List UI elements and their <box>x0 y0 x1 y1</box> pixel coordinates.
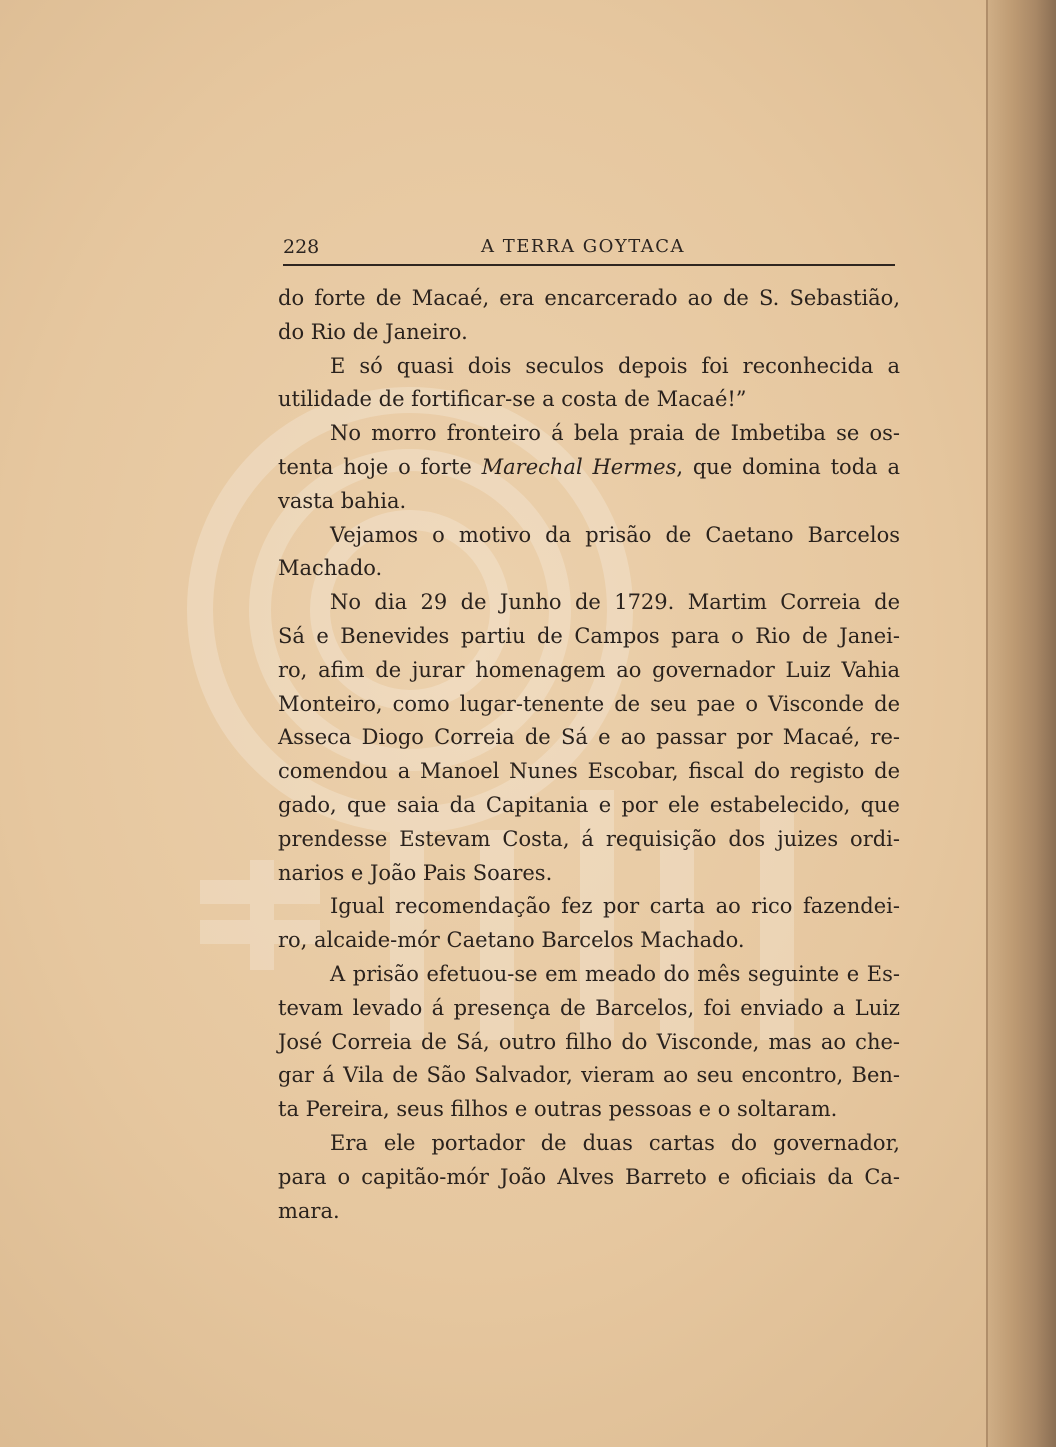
body-text <box>278 282 900 1228</box>
paragraph <box>278 890 900 958</box>
paragraph <box>278 519 900 587</box>
page-number: 228 <box>283 236 320 258</box>
text-line: ro, alcaide-mór Caetano Barcelos Machado. <box>278 928 745 953</box>
text-line: José Correia de Sá, outro filho do Visconde, mas ao che- <box>278 1029 900 1054</box>
text-line: Vejamos o motivo da prisão de Caetano Barcelos <box>330 522 900 547</box>
book-spine <box>986 0 1056 1447</box>
text-line: prendesse Estevam Costa, á requisição dos juizes ordi- <box>278 826 900 851</box>
text-line: do Rio de Janeiro. <box>278 319 468 344</box>
paragraph <box>278 282 900 350</box>
paragraph <box>278 1127 900 1228</box>
text-line: Monteiro, como lugar-tenente de seu pae o Visconde de <box>278 691 900 716</box>
text-line: narios e João Pais Soares. <box>278 860 553 885</box>
running-header <box>283 236 895 266</box>
text-line: utilidade de fortificar-se a costa de Macaé!” <box>278 387 747 412</box>
text-line: E só quasi dois seculos depois foi reconhecida a <box>330 353 900 378</box>
text-line: comendou a Manoel Nunes Escobar, fiscal do registo de <box>278 759 900 784</box>
text-line: A prisão efetuou-se em meado do mês seguinte e Es- <box>330 961 900 986</box>
text-line: Machado. <box>278 556 383 581</box>
text-line: ro, afim de jurar homenagem ao governador Luiz Vahia <box>278 657 900 682</box>
text-line: Asseca Diogo Correia de Sá e ao passar por Macaé, re- <box>278 725 900 750</box>
text-line <box>278 451 900 485</box>
text-line: mara. <box>278 1198 340 1223</box>
text-line: tevam levado á presença de Barcelos, foi enviado a Luiz <box>278 995 900 1020</box>
text-fragment: tenta hoje o forte <box>278 454 472 479</box>
text-line: gado, que saia da Capitania e por ele estabelecido, que <box>278 792 900 817</box>
text-line: gar á Vila de São Salvador, vieram ao seu encontro, Ben- <box>278 1063 900 1088</box>
text-line: para o capitão-mór João Alves Barreto e oficiais da Ca- <box>278 1164 900 1189</box>
text-line: Igual recomendação fez por carta ao rico fazendei- <box>330 894 900 919</box>
italic-ship-name: Marechal Hermes <box>481 454 677 479</box>
paragraph <box>278 958 900 1127</box>
text-line: No morro fronteiro á bela praia de Imbetiba se os- <box>330 421 900 446</box>
text-line: No dia 29 de Junho de 1729. Martim Correia de <box>330 590 900 615</box>
text-fragment: , que domina toda a <box>676 454 900 479</box>
paragraph <box>278 417 900 518</box>
text-line: vasta bahia. <box>278 488 407 513</box>
text-line: Era ele portador de duas cartas do governador, <box>330 1130 900 1155</box>
running-title: A TERRA GOYTACA <box>481 236 686 257</box>
paragraph <box>278 350 900 418</box>
paragraph <box>278 586 900 890</box>
text-line: do forte de Macaé, era encarcerado ao de S. Sebastião, <box>278 286 900 310</box>
text-line: ta Pereira, seus filhos e outras pessoas e o soltaram. <box>278 1097 838 1122</box>
text-line: Sá e Benevides partiu de Campos para o Rio de Janei- <box>278 623 900 648</box>
